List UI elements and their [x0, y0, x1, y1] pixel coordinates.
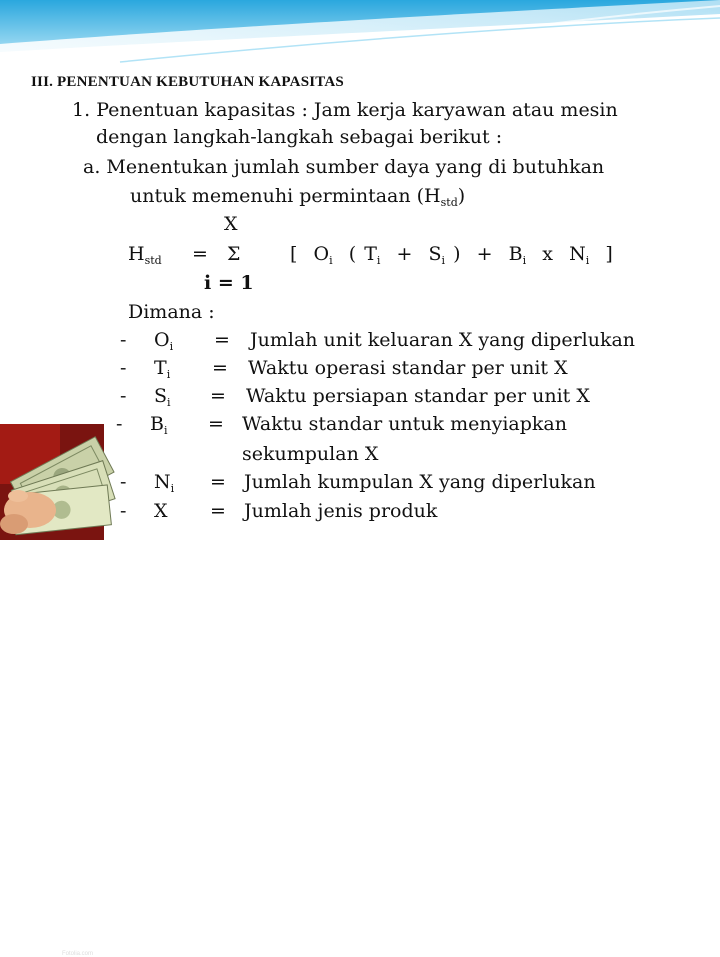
equals: =	[210, 471, 226, 493]
money-illustration	[0, 424, 104, 540]
item-a-line-2-close: )	[457, 185, 466, 207]
formula-lhs-symbol: H	[128, 243, 145, 265]
definition-text: Waktu persiapan standar per unit X	[246, 385, 590, 407]
symbol: O	[154, 329, 170, 351]
symbol-s: S	[428, 243, 442, 265]
formula-lhs-subscript: std	[144, 254, 162, 267]
item-a-line-2	[130, 185, 465, 209]
symbol: S	[154, 385, 168, 407]
symbol-b-subscript: i	[522, 254, 527, 267]
dimana-label: Dimana :	[128, 301, 215, 323]
list-dash: -	[120, 500, 127, 522]
definition-text: Jumlah jenis produk	[244, 500, 438, 522]
sum-upper-limit: X	[224, 213, 238, 235]
symbol-subscript: i	[167, 396, 171, 409]
definition-text: Waktu standar untuk menyiapkan	[242, 413, 567, 435]
list-item	[116, 413, 567, 437]
item-a-text: Menentukan jumlah sumber daya yang di butuhkan	[106, 156, 605, 178]
symbol: N	[154, 471, 171, 493]
equals: =	[214, 329, 230, 351]
symbol-n-subscript: i	[585, 254, 590, 267]
plus-sign: +	[476, 243, 493, 265]
list-item	[120, 329, 635, 353]
definition-text: Jumlah kumpulan X yang diperlukan	[244, 471, 596, 493]
banner-waves	[0, 0, 720, 62]
symbol: T	[154, 357, 167, 379]
item-1-text: Penentuan kapasitas : Jam kerja karyawan atau mesin	[96, 99, 618, 121]
formula-rhs	[290, 243, 613, 267]
list-dash: -	[120, 357, 127, 379]
times-sign: x	[542, 243, 553, 265]
list-item	[120, 357, 568, 381]
formula-lhs	[128, 243, 162, 267]
definition-text: Waktu operasi standar per unit X	[248, 357, 568, 379]
photo-credit: Fotolia.com	[62, 951, 94, 957]
item-a-letter: a.	[83, 156, 101, 178]
symbol-s-subscript: i	[441, 254, 446, 267]
symbol-subscript: i	[166, 368, 171, 381]
item-1-number: 1.	[72, 99, 91, 121]
definition-text: Jumlah unit keluaran X yang diperlukan	[250, 329, 636, 351]
symbol-o-subscript: i	[329, 254, 333, 267]
list-item	[120, 385, 590, 409]
symbol: B	[150, 413, 164, 435]
bracket-open: [	[290, 243, 298, 265]
equals: =	[210, 500, 226, 522]
symbol-subscript: i	[163, 424, 168, 437]
list-item	[120, 471, 596, 495]
symbol-n: N	[569, 243, 586, 265]
list-dash: -	[120, 329, 127, 351]
paren-open: (	[348, 243, 357, 265]
section-heading: III. PENENTUAN KEBUTUHAN KAPASITAS	[31, 74, 344, 90]
item-a-line-1	[83, 156, 604, 178]
symbol: X	[154, 500, 168, 522]
header-banner	[0, 0, 720, 62]
symbol-t: T	[364, 243, 377, 265]
sum-lower-limit: i = 1	[204, 272, 254, 294]
definition-continuation: sekumpulan X	[242, 443, 379, 465]
plus-sign: +	[396, 243, 413, 265]
equals: =	[208, 413, 224, 435]
list-dash: -	[120, 471, 127, 493]
symbol-b: B	[508, 243, 523, 265]
symbol-o: O	[313, 243, 330, 265]
item-1-line-2: dengan langkah-langkah sebagai berikut :	[96, 126, 503, 148]
symbol-subscript: i	[170, 482, 175, 495]
symbol-t-subscript: i	[376, 254, 381, 267]
bracket-close: ]	[605, 243, 613, 265]
formula-equals: =	[192, 243, 208, 265]
list-dash: -	[116, 413, 123, 435]
item-a-line-2-subscript: std	[440, 196, 458, 209]
money-photo	[0, 424, 104, 957]
sigma-symbol: Σ	[227, 243, 241, 265]
item-1-line-1	[72, 99, 618, 121]
symbol-subscript: i	[169, 340, 174, 353]
item-a-line-2-text: untuk memenuhi permintaan (H	[130, 185, 441, 207]
equals: =	[210, 385, 226, 407]
equals: =	[212, 357, 228, 379]
list-item	[120, 500, 437, 524]
list-dash: -	[120, 385, 127, 407]
paren-close: )	[453, 243, 461, 265]
